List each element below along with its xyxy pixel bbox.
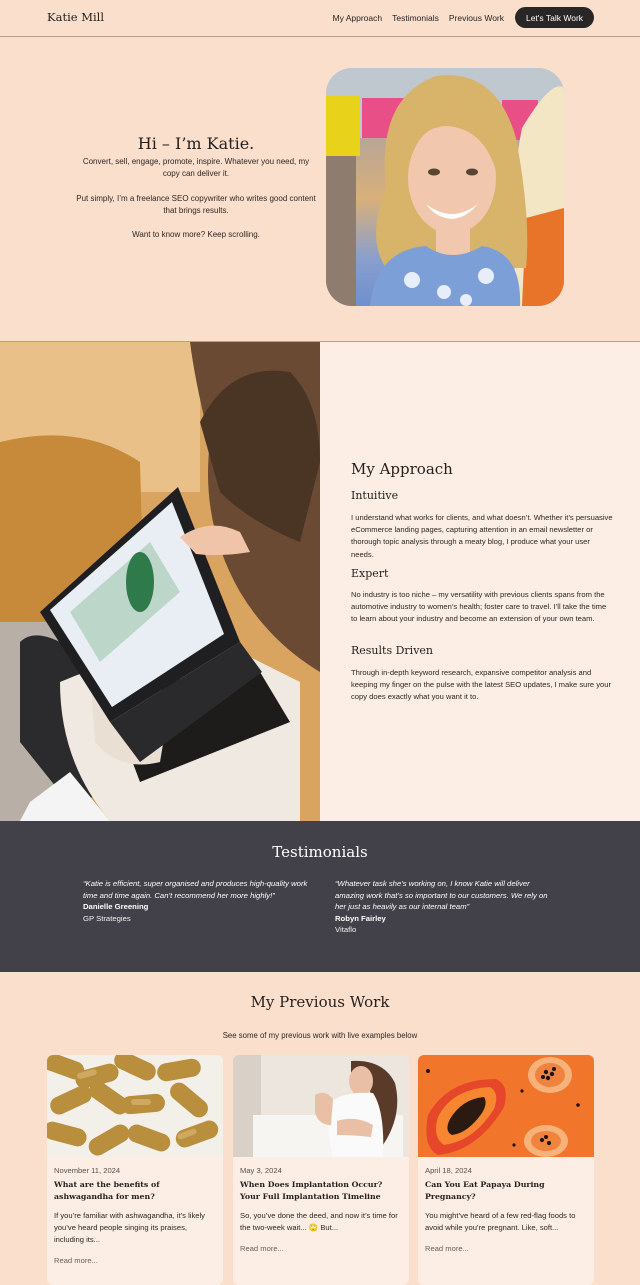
card-date: May 3, 2024 <box>240 1166 282 1175</box>
card-excerpt: So, you’ve done the deed, and now it’s time for the two-week wait... 🙄 But... <box>240 1211 398 1233</box>
read-more-link[interactable]: Read more... <box>240 1244 284 1253</box>
work-card[interactable] <box>418 1055 594 1285</box>
ashwagandha-capsules-image <box>47 1055 223 1157</box>
nav-links <box>332 7 594 28</box>
card-date: April 18, 2024 <box>425 1166 472 1175</box>
testimonial-company: GP Strategies <box>83 913 131 923</box>
previous-work-title: My Previous Work <box>250 993 390 1011</box>
hero-intro: Convert, sell, engage, promote, inspire. Whatever you need, my copy can deliver it. <box>82 157 310 178</box>
papaya-illustration <box>418 1055 594 1157</box>
testimonial-item <box>83 878 308 924</box>
portrait-illustration <box>326 68 564 306</box>
papaya-image <box>418 1055 594 1157</box>
site-logo[interactable]: Katie Mill <box>47 10 105 24</box>
work-card[interactable] <box>47 1055 223 1285</box>
approach-text-expert: No industry is too niche – my versatility with previous clients spans from the automotive industry to women’s health; foster care to travel. I’ll take the time to learn about your industry and become an extension of your own team. <box>351 590 607 624</box>
approach-heading-intuitive: Intuitive <box>351 489 399 502</box>
testimonials-title: Testimonials <box>272 843 368 861</box>
card-title[interactable]: When Does Implantation Occur? Your Full Implantation Timeline <box>240 1180 383 1201</box>
previous-work-section <box>0 972 640 1280</box>
approach-heading-expert: Expert <box>351 567 389 580</box>
work-card[interactable] <box>233 1055 409 1285</box>
card-excerpt: If you’re familiar with ashwagandha, it’s likely you’ve heard people singing its praises, including its... <box>54 1211 205 1245</box>
card-title[interactable]: Can You Eat Papaya During Pregnancy? <box>425 1180 545 1201</box>
testimonial-quote: “Katie is efficient, super organised and produces high-quality work time and time again. Can’t recommend her more highly!” <box>83 879 308 900</box>
capsules-illustration <box>47 1055 223 1157</box>
top-nav <box>0 0 640 37</box>
testimonial-quote: “Whatever task she’s working on, I know Katie will deliver amazing work that’s so important to our customers. We rely on her just as heavily as our internal team” <box>335 879 548 911</box>
testimonial-company: Vitaflo <box>335 925 357 934</box>
lets-talk-work-button[interactable]: Let's Talk Work <box>515 7 594 28</box>
hero-section <box>0 38 640 341</box>
woman-illustration <box>233 1055 409 1157</box>
card-title[interactable]: What are the benefits of ashwagandha for men? <box>54 1180 160 1201</box>
laptop-working-photo <box>0 342 320 821</box>
katie-portrait-photo <box>326 68 564 306</box>
card-date: November 11, 2024 <box>54 1166 121 1175</box>
testimonials-section <box>0 821 640 972</box>
implantation-woman-image <box>233 1055 409 1157</box>
read-more-link[interactable]: Read more... <box>54 1256 98 1265</box>
hero-scroll-prompt: Want to know more? Keep scrolling. <box>132 230 260 239</box>
nav-link-my-approach[interactable]: My Approach <box>332 12 383 23</box>
approach-heading-results-driven: Results Driven <box>351 644 434 657</box>
read-more-link[interactable]: Read more... <box>425 1244 469 1253</box>
nav-link-testimonials[interactable]: Testimonials <box>392 12 439 23</box>
testimonial-author: Robyn Fairley <box>335 913 386 923</box>
approach-section <box>320 342 640 821</box>
testimonial-item <box>335 878 560 936</box>
testimonial-author: Danielle Greening <box>83 902 149 911</box>
previous-work-subtitle: See some of my previous work with live examples below <box>222 1031 418 1040</box>
hero-title: Hi – I’m Katie. <box>137 134 255 153</box>
approach-text-results-driven: Through in-depth keyword research, expansive competitor analysis and keeping my finger on the pulse with the latest SEO updates, I make sure your copy does exactly what you want it to. <box>351 668 612 702</box>
card-excerpt: You might’ve heard of a few red-flag foods to avoid while you’re pregnant. Like, soft... <box>425 1211 576 1233</box>
hero-description: Put simply, I’m a freelance SEO copywriter who writes good content that brings results. <box>76 194 316 215</box>
approach-text-intuitive: I understand what works for clients, and what doesn’t. Whether it’s persuasive eCommerce landing pages, capturing attention in an email newsletter or thorough topic analysis through a meaty blog, I produce what your user needs. <box>351 513 613 559</box>
laptop-illustration <box>0 342 320 821</box>
nav-link-previous-work[interactable]: Previous Work <box>448 12 504 23</box>
approach-title: My Approach <box>351 460 453 478</box>
